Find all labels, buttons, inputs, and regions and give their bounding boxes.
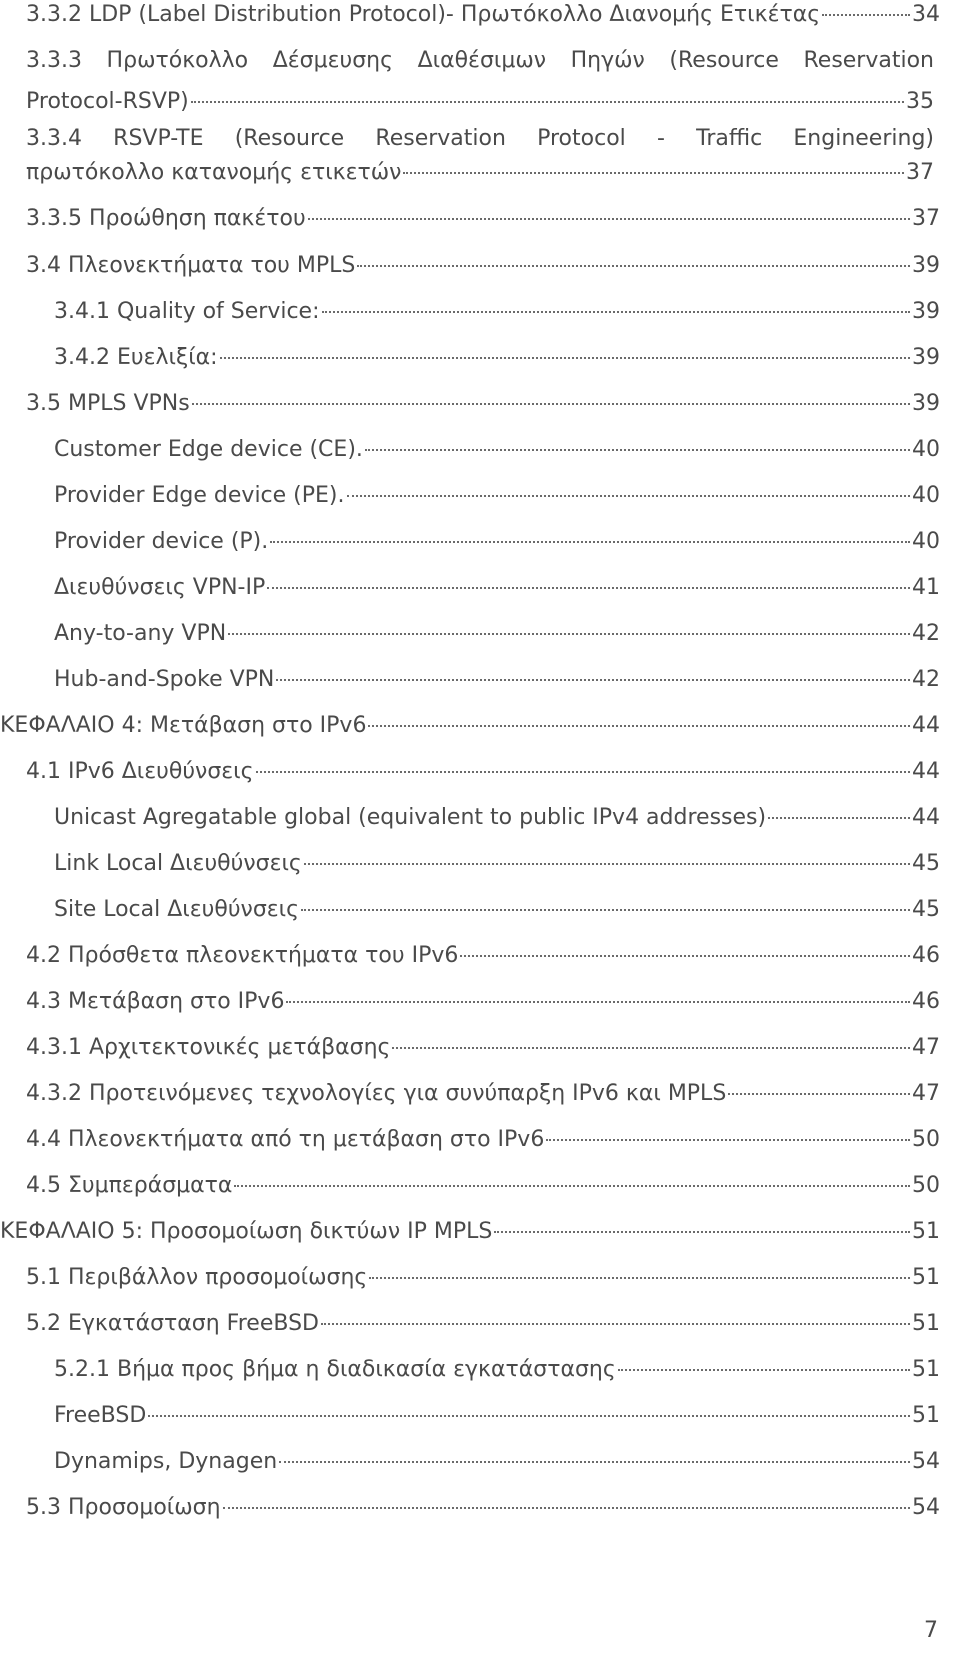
leader-dots [347,495,910,497]
toc-entry-page: 37 [906,160,934,185]
toc-entry-page: 44 [912,713,940,738]
toc-entry-page: 40 [912,529,940,554]
leader-dots [392,1047,910,1049]
toc-entry-page: 37 [912,206,940,231]
toc-entry-title: 4.3.1 Αρχιτεκτονικές μετάβασης [26,1035,391,1060]
toc-entry[interactable] [0,1355,940,1385]
toc-entry-page: 46 [912,943,940,968]
leader-dots [304,863,910,865]
toc-entry-title: 4.3.2 Προτεινόμενες τεχνολογίες για συνύπαρξη IPv6 και MPLS [26,1081,727,1106]
toc-entry[interactable] [0,1217,940,1247]
toc-entry[interactable] [0,1493,940,1523]
toc-entry-page: 39 [912,253,940,278]
leader-dots [256,771,910,773]
toc-entry-page: 47 [912,1081,940,1106]
toc-entry[interactable] [0,619,940,649]
toc-entry-title: 3.4.2 Ευελιξία: [54,345,218,370]
toc-entry[interactable] [0,1447,940,1477]
toc-entry-title: ΚΕΦΑΛΑΙΟ 4: Μετάβαση στο IPv6 [0,713,367,738]
toc-entry-page: 45 [912,851,940,876]
toc-entry[interactable] [0,204,940,234]
toc-entry[interactable] [0,251,940,281]
leader-dots [546,1139,910,1141]
page-number: 7 [924,1618,938,1643]
toc-entry[interactable] [0,895,940,925]
toc-entry-title-continued: Protocol-RSVP) [26,89,189,114]
toc-entry[interactable] [0,665,940,695]
toc-entry-page: 50 [912,1173,940,1198]
toc-entry[interactable] [0,1033,940,1063]
toc-entry-title: 5.1 Περιβάλλον προσομοίωσης [26,1265,368,1290]
leader-dots [191,101,904,103]
toc-entry-page: 51 [912,1219,940,1244]
toc-entry-page: 46 [912,989,940,1014]
toc-entry-title: 4.3 Μετάβαση στο IPv6 [26,989,285,1014]
leader-dots [267,587,910,589]
toc-entry-page: 51 [912,1403,940,1428]
toc-entry-title: Link Local Διευθύνσεις [54,851,302,876]
toc-entry-page: 39 [912,299,940,324]
leader-dots [322,311,911,313]
leader-dots [276,679,910,681]
toc-entry-page: 40 [912,437,940,462]
leader-dots [460,955,910,957]
leader-dots [618,1369,910,1371]
toc-entry-title: 3.3.3 Πρωτόκολλο Δέσμευσης Διαθέσιμων Πηγών (Resource Reservation [26,48,934,73]
toc-entry-title: Provider Edge device (PE). [54,483,345,508]
toc-entry[interactable] [0,757,940,787]
toc-entry-title: ΚΕΦΑΛΑΙΟ 5: Προσομοίωση δικτύων IP MPLS [0,1219,493,1244]
toc-entry-title: 4.2 Πρόσθετα πλεονεκτήματα του IPv6 [26,943,459,968]
leader-dots [148,1415,910,1417]
toc-entry-title: 3.4.1 Quality of Service: [54,299,320,324]
toc-entry-page: 51 [912,1357,940,1382]
leader-dots [308,218,910,220]
leader-dots [220,357,910,359]
toc-entry-page: 44 [912,805,940,830]
toc-entry-page: 51 [912,1311,940,1336]
toc-entry[interactable] [0,941,940,971]
leader-dots [321,1323,910,1325]
leader-dots [822,14,910,16]
toc-entry-page: 34 [912,2,940,27]
leader-dots [494,1231,910,1233]
leader-dots [368,725,910,727]
toc-entry-page: 42 [912,621,940,646]
toc-entry-page: 39 [912,391,940,416]
toc-entry[interactable] [0,0,940,30]
toc-entry[interactable] [0,1171,940,1201]
toc-entry-title: 4.4 Πλεονεκτήματα από τη μετάβαση στο IPv6 [26,1127,545,1152]
toc-entry-title: 4.5 Συμπεράσματα [26,1173,233,1198]
leader-dots [192,403,910,405]
toc-entry[interactable] [0,46,934,117]
toc-entry-page: 40 [912,483,940,508]
toc-entry-title: FreeBSD [54,1403,147,1428]
toc-entry[interactable] [0,389,940,419]
toc-entry-title: Dynamips, Dynagen [54,1449,278,1474]
toc-entry[interactable] [0,435,940,465]
toc-entry-title: 5.2 Εγκατάσταση FreeBSD [26,1311,319,1336]
toc-entry-title-continued: πρωτόκολλο κατανομής ετικετών [26,160,402,185]
toc-entry-page: 47 [912,1035,940,1060]
toc-entry-page: 45 [912,897,940,922]
leader-dots [301,909,910,911]
leader-dots [728,1093,910,1095]
toc-entry-page: 35 [906,89,934,114]
toc-entry-title: Provider device (P). [54,529,269,554]
toc-entry[interactable] [0,343,940,373]
toc-entry[interactable] [0,527,940,557]
toc-entry-page: 41 [912,575,940,600]
toc-entry-title: 3.4 Πλεονεκτήματα του MPLS [26,253,356,278]
toc-entry[interactable] [0,124,934,188]
toc-entry-page: 50 [912,1127,940,1152]
toc-entry-title: Customer Edge device (CE). [54,437,363,462]
leader-dots [223,1507,910,1509]
toc-entry[interactable] [0,573,940,603]
toc-entry-page: 51 [912,1265,940,1290]
toc-entry-title: 3.3.5 Προώθηση πακέτου [26,206,306,231]
toc-entry-title: 4.1 IPv6 Διευθύνσεις [26,759,254,784]
leader-dots [365,449,910,451]
toc-entry-title: Unicast Agregatable global (equivalent to public IPv4 addresses) [54,805,767,830]
leader-dots [369,1277,910,1279]
leader-dots [768,817,910,819]
toc-entry-title: 3.3.2 LDP (Label Distribution Protocol)- Πρωτόκολλο Διανομής Ετικέτας [26,2,821,27]
leader-dots [403,172,904,174]
toc-entry[interactable] [0,803,940,833]
toc-entry-title: Hub-and-Spoke VPN [54,667,275,692]
leader-dots [357,265,910,267]
toc-entry-title: Any-to-any VPN [54,621,227,646]
leader-dots [279,1461,910,1463]
toc-entry-title: 3.5 MPLS VPNs [26,391,190,416]
toc-entry-page: 42 [912,667,940,692]
toc-entry[interactable] [0,1263,940,1293]
toc-entry-title: Διευθύνσεις VPN-IP [54,575,266,600]
toc-entry-title: 5.3 Προσομοίωση [26,1495,221,1520]
toc-entry-page: 54 [912,1495,940,1520]
toc-entry-title: 3.3.4 RSVP-TE (Resource Reservation Protocol - Traffic Engineering) [26,126,934,151]
toc-entry[interactable] [0,987,940,1017]
toc-entry[interactable] [0,849,940,879]
leader-dots [234,1185,910,1187]
toc-entry[interactable] [0,297,940,327]
toc-entry-page: 44 [912,759,940,784]
leader-dots [286,1001,910,1003]
leader-dots [228,633,910,635]
toc-entry-title: Site Local Διευθύνσεις [54,897,300,922]
toc-entry-title: 5.2.1 Βήμα προς βήμα η διαδικασία εγκατάστασης [54,1357,616,1382]
toc-entry-page: 39 [912,345,940,370]
toc-entry[interactable] [0,1079,940,1109]
toc-entry[interactable] [0,481,940,511]
toc-entry[interactable] [0,1309,940,1339]
toc-entry[interactable] [0,711,940,741]
toc-entry[interactable] [0,1401,940,1431]
toc-entry-page: 54 [912,1449,940,1474]
leader-dots [270,541,910,543]
toc-entry[interactable] [0,1125,940,1155]
